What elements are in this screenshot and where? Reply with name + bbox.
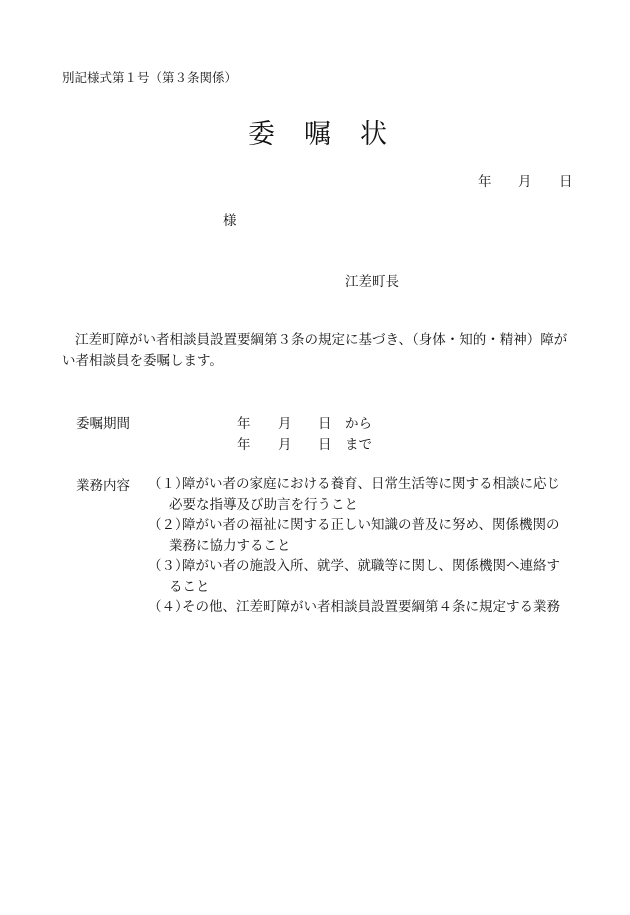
- title-char-1: 委: [248, 119, 277, 150]
- duty-text-line-1: 障がい者の施設入所、就学、就職等に関し、関係機関へ連絡す: [182, 558, 560, 574]
- date-day: 日: [559, 174, 573, 190]
- duty-text-line-2: 業務に協力すること: [169, 537, 291, 554]
- term-start-day: 日: [318, 416, 332, 432]
- duty-item: [148, 515, 559, 556]
- title-char-3: 状: [360, 119, 389, 150]
- body-line-1: 江差町障がい者相談員設置要綱第３条の規定に基づき、（身体・知的・精神）障が: [75, 332, 568, 348]
- duty-number: （３）: [148, 558, 189, 574]
- date-year: 年: [478, 174, 492, 190]
- duty-item: [148, 597, 560, 618]
- duty-text-line-1: 障がい者の家庭における養育、日常生活等に関する相談に応じ: [182, 476, 560, 492]
- issuer-name: 江差町長: [345, 274, 399, 290]
- duty-item: [148, 556, 560, 597]
- duty-item: [148, 474, 560, 515]
- body-line-2: い者相談員を委嘱します。: [62, 353, 223, 369]
- duty-number: （２）: [148, 517, 189, 533]
- term-label: 委嘱期間: [76, 416, 130, 432]
- document-title: [248, 112, 389, 151]
- duty-text-line-1: 障がい者の福祉に関する正しい知識の普及に努め、関係機関の: [182, 517, 560, 533]
- duties-label: 業務内容: [76, 478, 130, 494]
- duty-text-line-2: ること: [169, 578, 210, 595]
- term-end-day: 日: [318, 437, 332, 453]
- duty-text-line-2: 必要な指導及び助言を行うこと: [169, 496, 358, 513]
- term-end-month: 月: [278, 437, 292, 453]
- duty-number: （４）: [148, 599, 189, 615]
- term-start-suffix: から: [345, 416, 372, 432]
- term-start-month: 月: [278, 416, 292, 432]
- form-number: 別記様式第１号（第３条関係）: [62, 70, 238, 85]
- term-start-year: 年: [237, 416, 251, 432]
- addressee-suffix: 様: [223, 213, 237, 229]
- body-paragraph: [62, 330, 582, 372]
- term-end-year: 年: [237, 437, 251, 453]
- date-month: 月: [518, 174, 532, 190]
- duty-text-line-1: その他、江差町障がい者相談員設置要綱第４条に規定する業務: [182, 599, 560, 615]
- duty-number: （１）: [148, 476, 189, 492]
- term-end-suffix: まで: [345, 437, 372, 453]
- title-char-2: 嘱: [304, 119, 333, 150]
